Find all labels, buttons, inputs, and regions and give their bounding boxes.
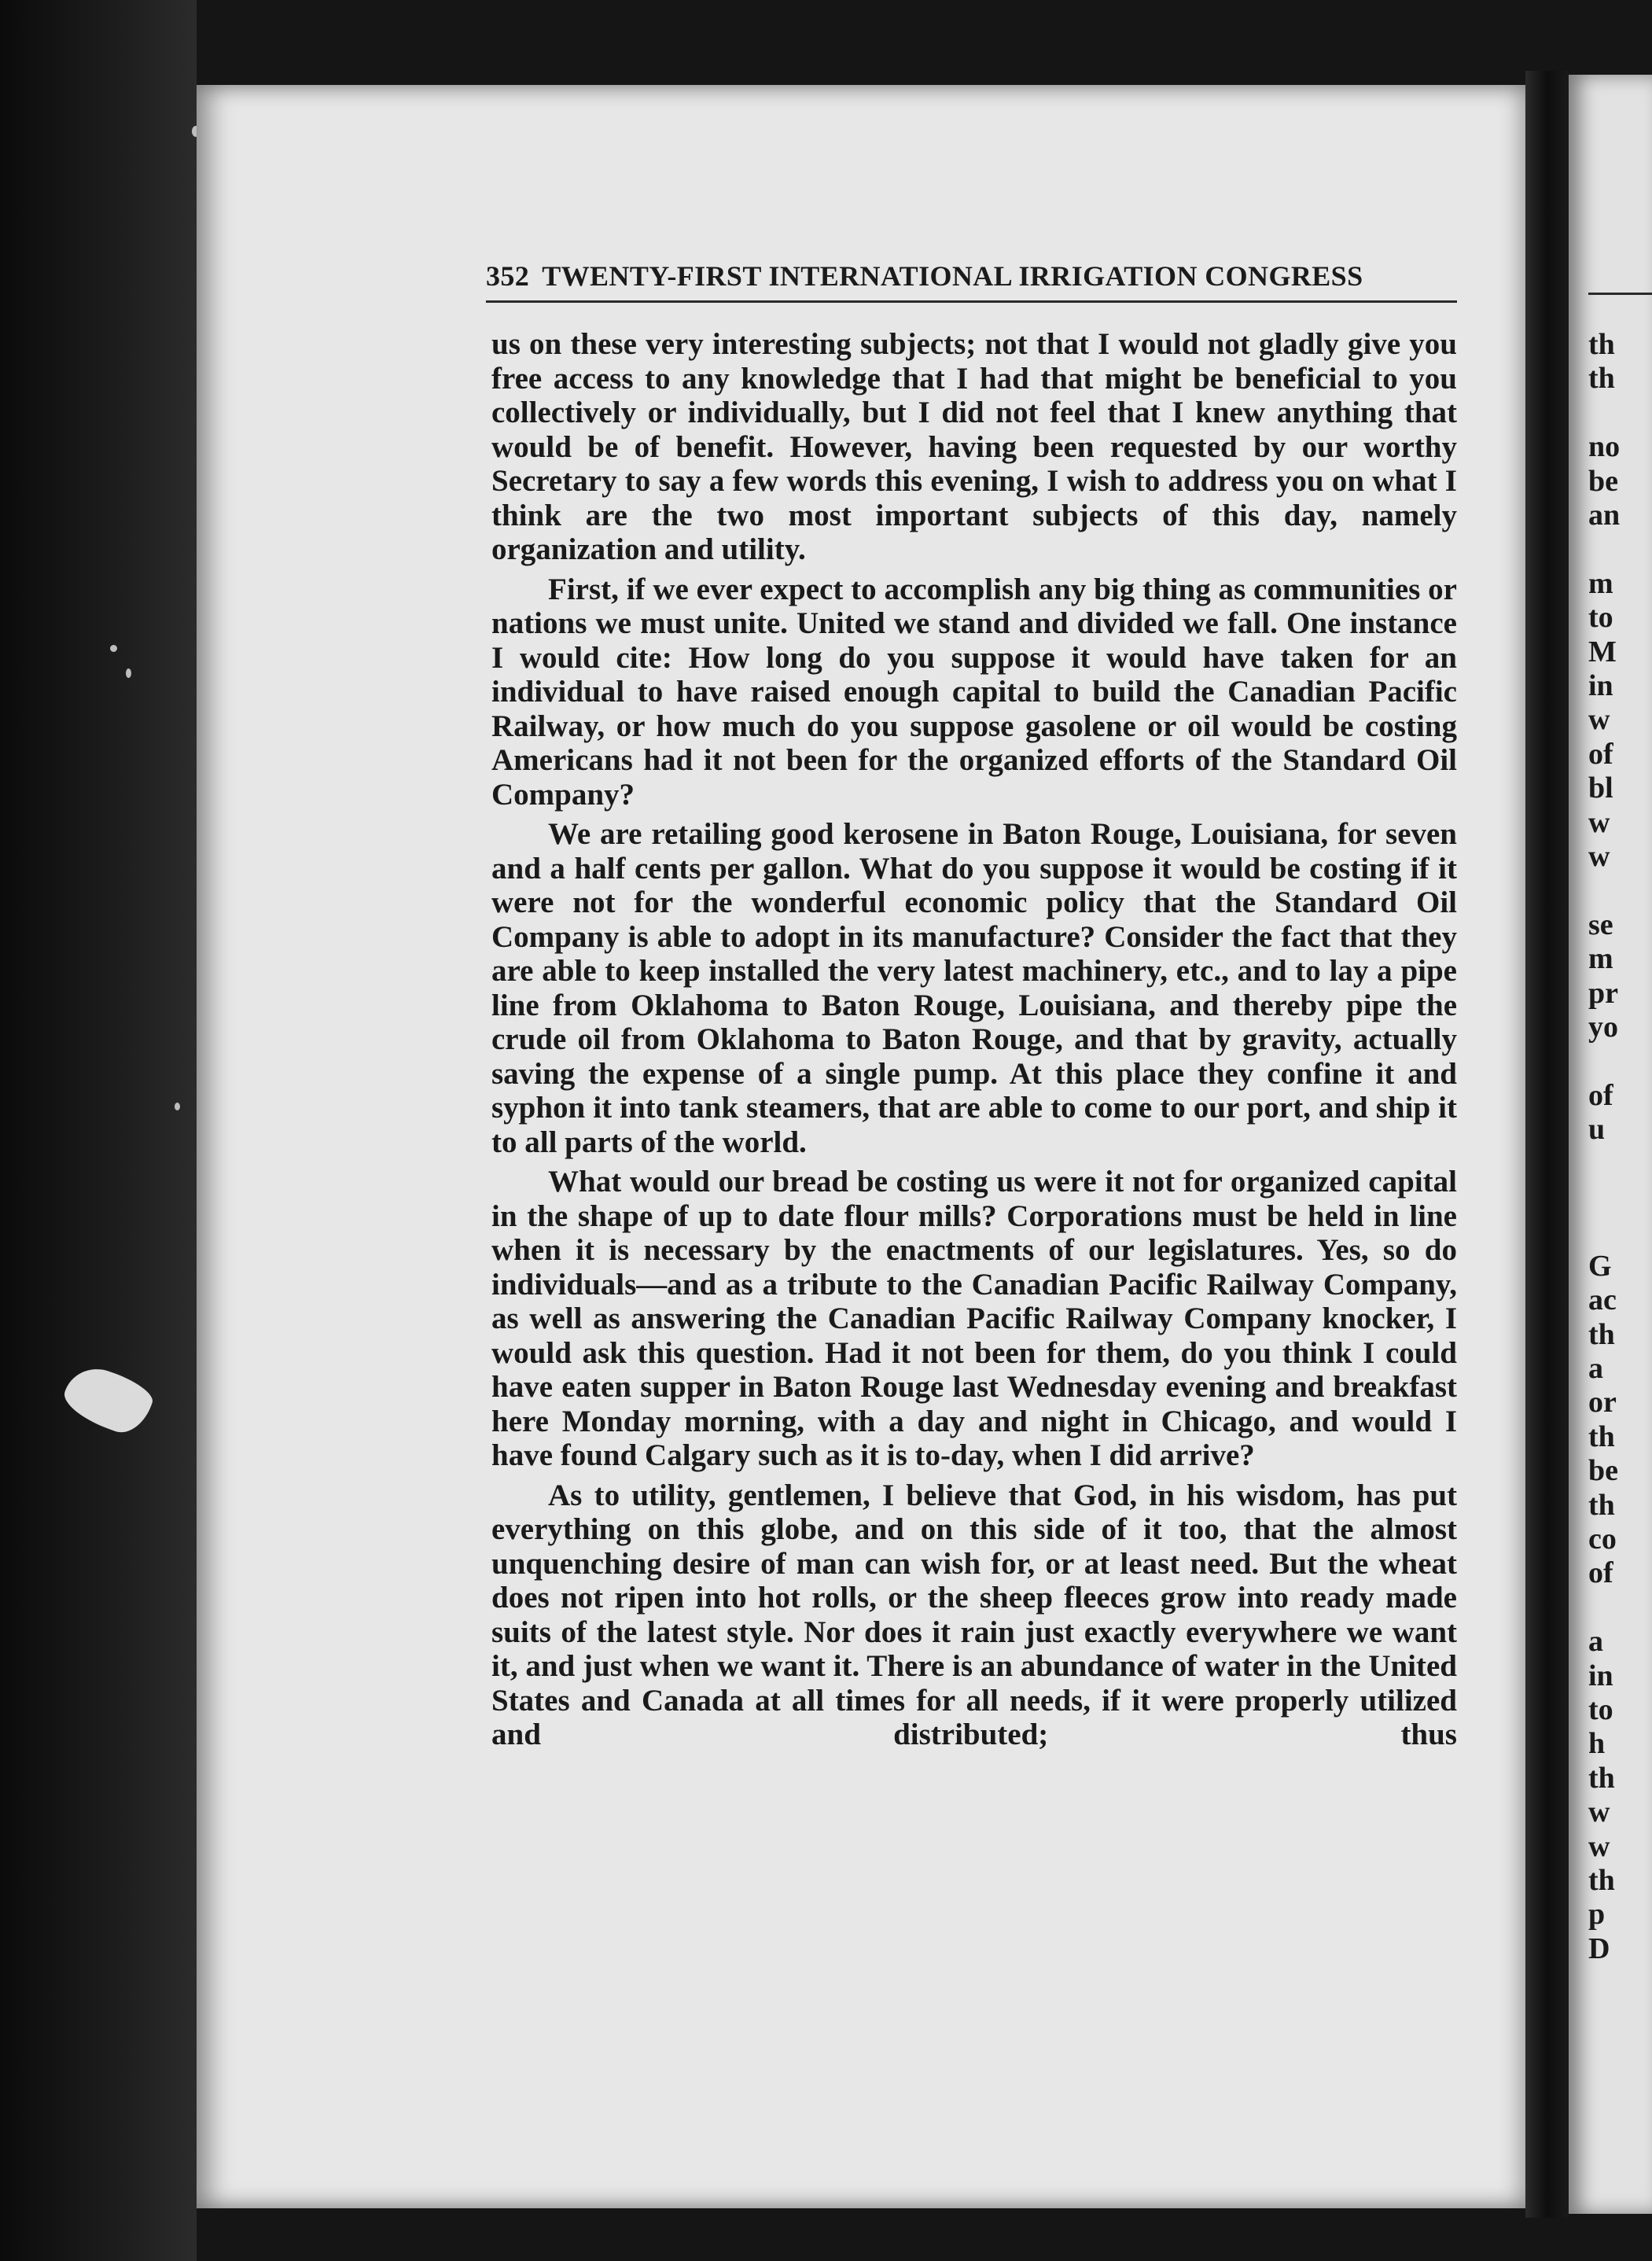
facing-page-fragment: p xyxy=(1588,1898,1606,1931)
facing-page-fragment: se xyxy=(1588,908,1613,941)
facing-page-fragment: in xyxy=(1588,1659,1613,1692)
facing-page-fragment: in xyxy=(1588,669,1613,702)
facing-page-fragment: D xyxy=(1588,1931,1610,1965)
body-text xyxy=(491,327,1457,1758)
facing-page-fragment: to xyxy=(1588,1693,1613,1726)
facing-page-fragment: no xyxy=(1588,430,1621,464)
facing-page-fragment: a xyxy=(1588,1625,1603,1659)
facing-page-fragment: w xyxy=(1588,703,1610,737)
facing-page-fragment: th xyxy=(1588,1488,1615,1522)
facing-page-fragment: of xyxy=(1588,737,1613,771)
facing-page-fragment: th xyxy=(1588,1317,1615,1351)
scan-speck xyxy=(110,645,117,652)
header-rule xyxy=(486,300,1457,303)
facing-page-fragment: w xyxy=(1588,840,1610,873)
facing-page-fragment: m xyxy=(1588,942,1613,976)
facing-page-fragment: th xyxy=(1588,362,1615,396)
facing-page-fragment: be xyxy=(1588,464,1618,498)
book-gutter xyxy=(1525,71,1569,2218)
scan-speck xyxy=(175,1103,180,1110)
paragraph: As to utility, gentlemen, I believe that God, in his wisdom, has put everything on this globe, and on this side of it too, that the almost unquenching desire of man can wish for, or at least need. But the wheat does not ripen into hot rolls, or the sheep fleeces grow into ready made suits of the latest style. Nor does it rain just exactly everywhere we want it, and just when we want it. There is an abundance of water in the United States and Canada at all times for all needs, if it were properly utilized and distributed; thus xyxy=(491,1478,1457,1751)
facing-page-fragment: w xyxy=(1588,1795,1610,1829)
paragraph: us on these very interesting subjects; not that I would not gladly give you free access to any knowledge that I had that might be beneficial to you collectively or individually, but I did not feel that I knew anything that would be of benefit. However, having been requested by our worthy Secretary to say a few words this evening, I wish to address you on what I think are the two most important subjects of this day, namely organization and utility. xyxy=(491,327,1457,566)
facing-page-fragment: th xyxy=(1588,1864,1615,1897)
facing-page-fragment: th xyxy=(1588,1761,1615,1795)
scan-border-left xyxy=(0,0,197,2261)
facing-page-fragment: of xyxy=(1588,1078,1613,1112)
running-header xyxy=(486,260,1457,293)
facing-page-fragment: M xyxy=(1588,635,1617,668)
paragraph: We are retailing good kerosene in Baton Rouge, Louisiana, for seven and a half cents per gallon. What do you suppose it would be costing if it were not for the wonderful economic policy that the Standard Oil Company is able to adopt in its manufacture? Consider the fact that they are able to keep installed the very latest machinery, etc., and to lay a pipe line from Oklahoma to Baton Rouge, Louisiana, and thereby pipe the crude oil from Oklahoma to Baton Rouge, and that by gravity, actually saving the expense of a single pump. At this place they confine it and syphon it into tank steamers, that are able to come to our port, and ship it to all parts of the world. xyxy=(491,817,1457,1159)
facing-page-fragment: u xyxy=(1588,1113,1606,1147)
running-title: TWENTY-FIRST INTERNATIONAL IRRIGATION CONGRESS xyxy=(542,260,1363,292)
facing-page-fragment: w xyxy=(1588,805,1610,839)
facing-page-fragment: co xyxy=(1588,1523,1617,1556)
facing-page-fragment: w xyxy=(1588,1829,1610,1863)
paragraph: What would our bread be costing us were it not for organized capital in the shape of up to date flour mills? Corporations must be held in line when it is necessary by the enactments of our legislatures. Yes, so do individuals—and as a tribute to the Canadian Pacific Railway Company, as well as answering the Canadian Pacific Railway Company knocker, I would ask this question. Had it not been for them, do you think I could have eaten supper in Baton Rouge last Wednesday evening and breakfast here Monday morning, with a day and night in Chicago, and would I have found Calgary such as it is to-day, when I did arrive? xyxy=(491,1165,1457,1472)
facing-page-fragment: m xyxy=(1588,566,1613,600)
facing-page-fragment: G xyxy=(1588,1249,1612,1283)
facing-page-fragment: th xyxy=(1588,1420,1615,1453)
page-number: 352 xyxy=(486,260,530,292)
facing-page-fragment: to xyxy=(1588,601,1613,635)
facing-page-fragment: th xyxy=(1588,328,1615,361)
facing-page-fragment: or xyxy=(1588,1386,1617,1420)
facing-page-fragment: a xyxy=(1588,1352,1603,1385)
facing-page-rule xyxy=(1588,293,1652,295)
facing-page-fragment: of xyxy=(1588,1556,1613,1590)
facing-page-fragment: h xyxy=(1588,1727,1606,1761)
paragraph: First, if we ever expect to accomplish any big thing as communities or nations we must unite. United we stand and divided we fall. One instance I would cite: How long do you suppose it would have taken for an individual to have raised enough capital to build the Canadian Pacific Railway, or how much do you suppose gasolene or oil would be costing Americans had it not been for the organized efforts of the Standard Oil Company? xyxy=(491,572,1457,812)
scan-speck xyxy=(126,668,131,678)
facing-page-fragment: pr xyxy=(1588,976,1618,1010)
facing-page-fragment: yo xyxy=(1588,1011,1618,1044)
facing-page-fragment: ac xyxy=(1588,1283,1617,1317)
facing-page-fragment: bl xyxy=(1588,771,1613,805)
facing-page-fragment: be xyxy=(1588,1454,1618,1488)
facing-page-fragment: an xyxy=(1588,499,1621,532)
